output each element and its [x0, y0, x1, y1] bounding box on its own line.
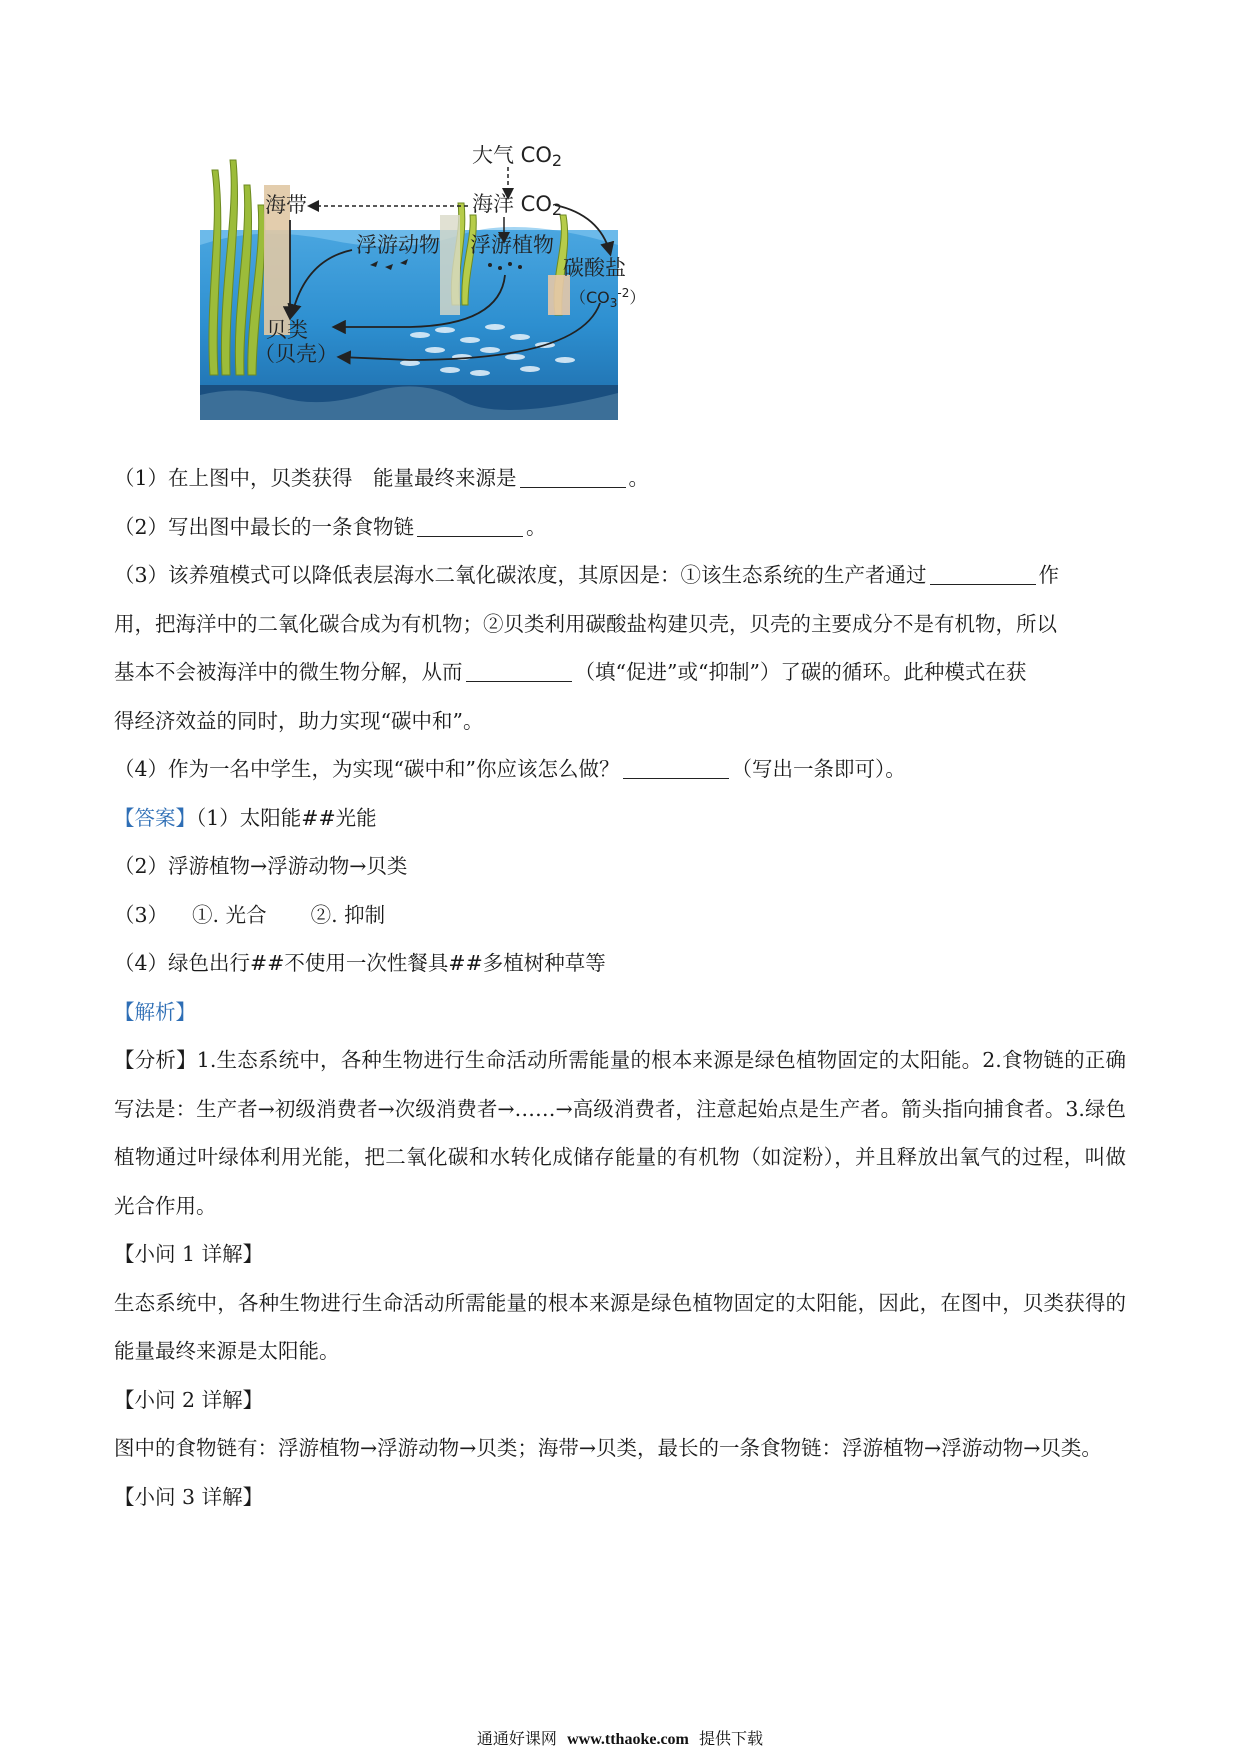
- footer-site: 通通好课网: [476, 1729, 557, 1748]
- question-1: （1）在上图中，贝类获得 能量最终来源是 。: [114, 466, 650, 490]
- answer-blank: [466, 661, 572, 682]
- question-3-line-2: 用，把海洋中的二氧化碳合成为有机物；②贝类利用碳酸盐构建贝壳，贝壳的主要成分不是有机物，所以: [114, 611, 1057, 636]
- question-4: （4）作为一名中学生，为实现“碳中和”你应该怎么做？ （写出一条即可）。: [114, 757, 906, 781]
- answer-2: （2）浮游植物→浮游动物→贝类: [114, 854, 408, 878]
- label-kelp: 海带: [265, 193, 307, 217]
- subquestion-3-title: 【小问 3 详解】: [114, 1484, 264, 1509]
- subquestion-1-title: 【小问 1 详解】: [114, 1242, 264, 1266]
- label-zooplankton: 浮游动物: [356, 233, 440, 257]
- label-shellfish: 贝类: [266, 318, 308, 342]
- label-ocean-co2: 海洋 CO2: [472, 192, 563, 219]
- question-3-line-3: 基本不会被海洋中的微生物分解，从而 （填“促进”或“抑制”）了碳的循环。此种模式在获: [114, 660, 1027, 684]
- subquestion-2-text: 图中的食物链有：浮游植物→浮游动物→贝类；海带→贝类，最长的一条食物链：浮游植物→浮游动物→贝类。: [114, 1436, 1102, 1460]
- answer-1: 【答案】（1）太阳能##光能: [114, 805, 377, 830]
- answer-blank: [623, 758, 729, 779]
- carbon-cycle-diagram: [200, 145, 710, 420]
- answer-blank: [417, 516, 523, 537]
- answer-3: （3） ①. 光合 ②. 抑制: [114, 902, 386, 927]
- analysis-tag: 【解析】: [114, 999, 196, 1024]
- page-footer: [0, 1726, 1240, 1749]
- answer-blank: [930, 564, 1036, 585]
- answer-4: （4）绿色出行##不使用一次性餐具##多植树种草等: [114, 951, 606, 975]
- question-2: （2）写出图中最长的一条食物链 。: [114, 514, 547, 539]
- answer-tag: 【答案】: [114, 805, 196, 830]
- subquestion-1-text: 生态系统中，各种生物进行生命活动所需能量的根本来源是绿色植物固定的太阳能，因此，在图中，贝类获得的能量最终来源是太阳能。: [114, 1290, 1126, 1363]
- label-phytoplankton: 浮游植物: [470, 233, 554, 257]
- ecosystem-figure: [200, 145, 710, 420]
- question-3-line-4: 得经济效益的同时，助力实现“碳中和”。: [114, 708, 484, 733]
- subquestion-2-title: 【小问 2 详解】: [114, 1387, 264, 1412]
- label-carbonate-formula: $(CO_3^{-2})$: [570, 286, 646, 310]
- answer-blank: [520, 467, 626, 488]
- document-body: [114, 454, 1126, 1521]
- analysis-intro: 【分析】1.生态系统中，各种生物进行生命活动所需能量的根本来源是绿色植物固定的太阳能。2.食物链的正确写法是：生产者→初级消费者→次级消费者→……→高级消费者，注意起始点是生产者。箭头指向捕食者。3.绿色植物通过叶绿体利用光能，把二氧化碳和水转化成储存能量的有机物（如淀粉），并且释放出氧气的过程，叫做光合作用。: [114, 1048, 1126, 1218]
- footer-action: 提供下载: [699, 1729, 764, 1748]
- label-carbonate: 碳酸盐: [563, 256, 626, 280]
- label-atmosphere-co2: 大气 CO2: [472, 145, 563, 170]
- label-shell: （贝壳）: [254, 342, 338, 366]
- footer-url[interactable]: www.tthaoke.com: [567, 1731, 689, 1748]
- question-3-line-1: （3）该养殖模式可以降低表层海水二氧化碳浓度，其原因是：①该生态系统的生产者通过 作: [114, 563, 1060, 587]
